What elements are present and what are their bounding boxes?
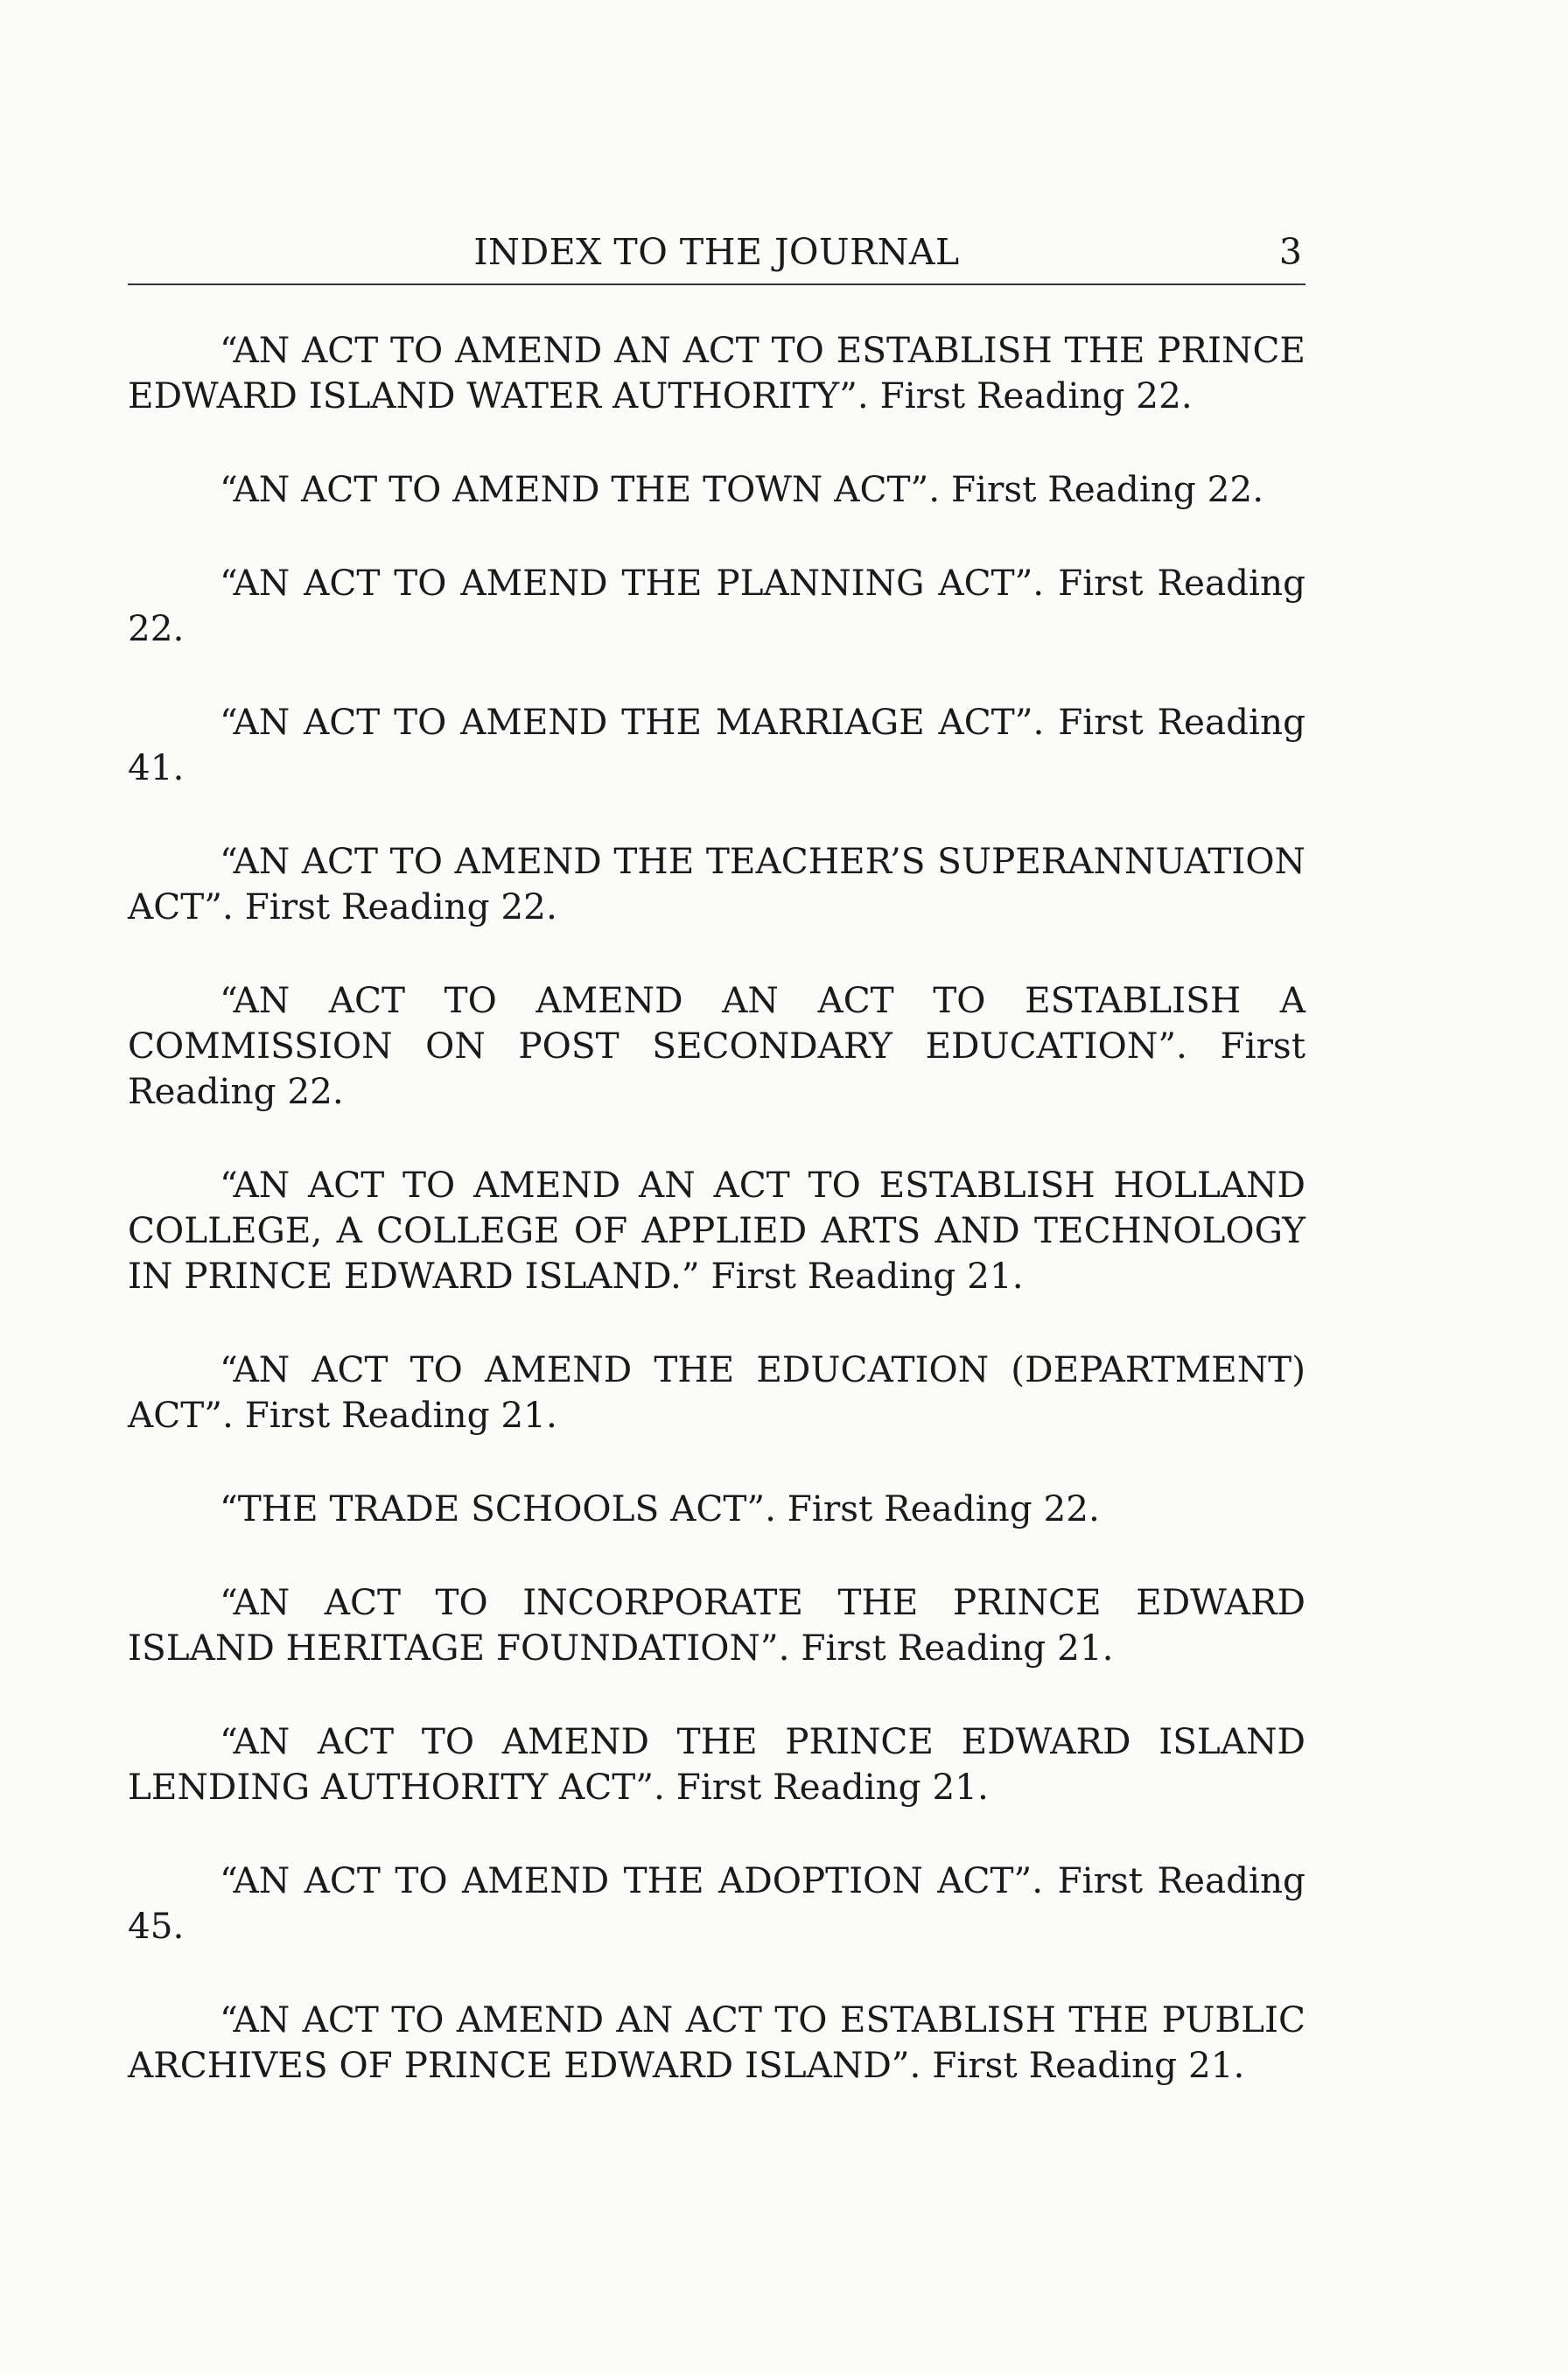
index-entry: “AN ACT TO AMEND AN ACT TO ESTABLISH THE PRINCE EDWARD ISLAND WATER AUTHORITY”. First Reading 22. bbox=[128, 329, 1306, 416]
page-number: 3 bbox=[1278, 231, 1302, 273]
index-entry: “AN ACT TO AMEND THE TEACHER’S SUPERANNUATION ACT”. First Reading 22. bbox=[128, 840, 1306, 928]
running-head bbox=[128, 229, 1306, 285]
index-entry: “AN ACT TO AMEND THE EDUCATION (DEPARTMENT) ACT”. First Reading 21. bbox=[128, 1348, 1306, 1436]
index-entry: “THE TRADE SCHOOLS ACT”. First Reading 22. bbox=[220, 1488, 1100, 1530]
index-entry: “AN ACT TO AMEND AN ACT TO ESTABLISH THE PUBLIC ARCHIVES OF PRINCE EDWARD ISLAND”. First Reading 21. bbox=[128, 1998, 1306, 2086]
index-entry: “AN ACT TO AMEND THE TOWN ACT”. First Reading 22. bbox=[220, 468, 1264, 510]
index-entry: “AN ACT TO AMEND THE PLANNING ACT”. First Reading 22. bbox=[128, 562, 1306, 649]
index-entries bbox=[128, 327, 1306, 2136]
index-entry: “AN ACT TO AMEND AN ACT TO ESTABLISH A COMMISSION ON POST SECONDARY EDUCATION”. First Reading 22. bbox=[128, 979, 1306, 1112]
running-title: INDEX TO THE JOURNAL bbox=[473, 231, 960, 273]
index-entry: “AN ACT TO AMEND AN ACT TO ESTABLISH HOLLAND COLLEGE, A COLLEGE OF APPLIED ARTS AND TECHNOLOGY IN PRINCE EDWARD ISLAND.” First Reading 21. bbox=[128, 1164, 1306, 1297]
index-entry: “AN ACT TO AMEND THE ADOPTION ACT”. First Reading 45. bbox=[128, 1859, 1306, 1947]
index-entry: “AN ACT TO AMEND THE PRINCE EDWARD ISLAND LENDING AUTHORITY ACT”. First Reading 21. bbox=[128, 1720, 1306, 1808]
index-entry: “AN ACT TO AMEND THE MARRIAGE ACT”. First Reading 41. bbox=[128, 701, 1306, 788]
index-entry: “AN ACT TO INCORPORATE THE PRINCE EDWARD ISLAND HERITAGE FOUNDATION”. First Reading 21. bbox=[128, 1581, 1306, 1669]
